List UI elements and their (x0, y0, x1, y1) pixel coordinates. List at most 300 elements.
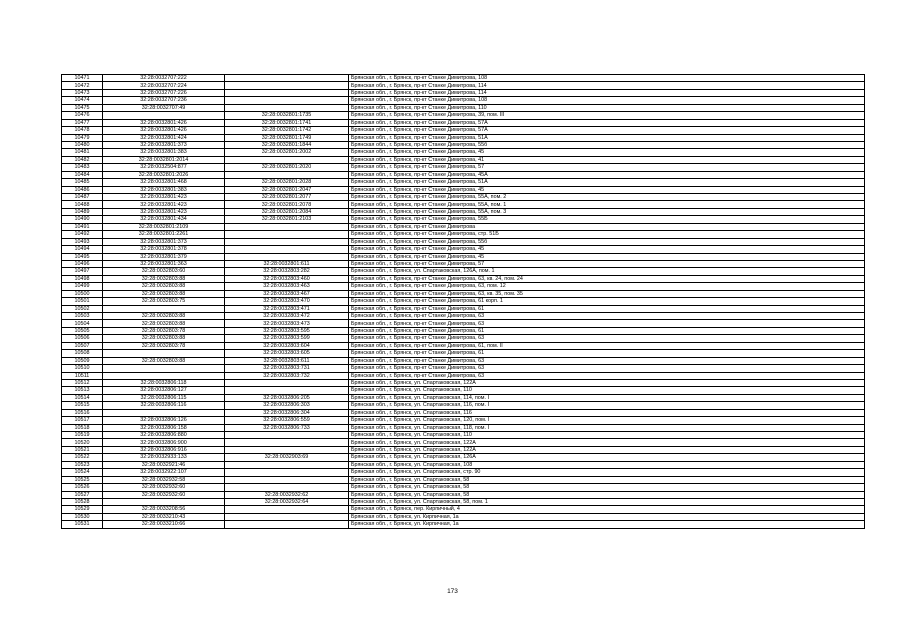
table-row (62, 275, 865, 282)
building-cadastral-cell (225, 82, 349, 89)
land-plot-cadastral-cell: 32:28:0033208:56 (103, 506, 225, 513)
cadastral-table-body (62, 75, 865, 529)
table-row (62, 357, 865, 364)
address-cell: Брянская обл., г. Брянск, ул. Спартаковская, 58 (349, 491, 865, 498)
land-plot-cadastral-cell: 32:28:0032803:88 (103, 290, 225, 297)
address-cell: Брянская обл., г. Брянск, пр-кт Станке Димитрова, 63 (349, 320, 865, 327)
land-plot-cadastral-cell: 32:28:0032806:900 (103, 439, 225, 446)
building-cadastral-cell: 32:28:0032806:559 (225, 417, 349, 424)
land-plot-cadastral-cell (103, 112, 225, 119)
address-cell: Брянская обл., г. Брянск, пр-кт Станке Димитрова, 63 (349, 372, 865, 379)
page-number: 173 (447, 588, 458, 595)
table-row (62, 387, 865, 394)
address-cell: Брянская обл., г. Брянск, пер. Кирпичный, 4 (349, 506, 865, 513)
land-plot-cadastral-cell: 32:28:0032801:434 (103, 216, 225, 223)
building-cadastral-cell: 32:28:0032801:2078 (225, 201, 349, 208)
row-number-cell: 10500 (62, 290, 103, 297)
table-row (62, 223, 865, 230)
address-cell: Брянская обл., г. Брянск, пр-кт Станке Димитрова, 61 (349, 305, 865, 312)
address-cell: Брянская обл., г. Брянск, пр-кт Станке Димитрова, 45 (349, 149, 865, 156)
table-row (62, 484, 865, 491)
row-number-cell: 10510 (62, 365, 103, 372)
address-cell: Брянская обл., г. Брянск, пр-кт Станке Димитрова, 55Б (349, 216, 865, 223)
building-cadastral-cell (225, 439, 349, 446)
table-row (62, 253, 865, 260)
table-row (62, 409, 865, 416)
row-number-cell: 10513 (62, 387, 103, 394)
address-cell: Брянская обл., г. Брянск, пр-кт Станке Димитрова, 114 (349, 82, 865, 89)
address-cell: Брянская обл., г. Брянск, ул. Кирпичная, 1а (349, 521, 865, 528)
row-number-cell: 10515 (62, 402, 103, 409)
table-row (62, 305, 865, 312)
land-plot-cadastral-cell: 32:28:0032801:426 (103, 119, 225, 126)
row-number-cell: 10531 (62, 521, 103, 528)
row-number-cell: 10471 (62, 75, 103, 82)
building-cadastral-cell (225, 506, 349, 513)
land-plot-cadastral-cell: 32:28:0032806:118 (103, 379, 225, 386)
address-cell: Брянская обл., г. Брянск, ул. Спартаковская, 126А, пом. 1 (349, 268, 865, 275)
address-cell: Брянская обл., г. Брянск, пр-кт Станке Димитрова, 61, пом. II (349, 342, 865, 349)
land-plot-cadastral-cell: 32:28:0032933:133 (103, 454, 225, 461)
land-plot-cadastral-cell: 32:28:0032801:468 (103, 179, 225, 186)
land-plot-cadastral-cell: 32:28:0032922:107 (103, 469, 225, 476)
address-cell: Брянская обл., г. Брянск, пр-кт Станке Димитрова, 63 (349, 357, 865, 364)
address-cell: Брянская обл., г. Брянск, пр-кт Станке Димитрова, 45 (349, 246, 865, 253)
land-plot-cadastral-cell (103, 305, 225, 312)
land-plot-cadastral-cell: 32:28:0032806:158 (103, 424, 225, 431)
address-cell: Брянская обл., г. Брянск, ул. Спартаковская, 122А (349, 379, 865, 386)
building-cadastral-cell: 32:28:0032932:64 (225, 498, 349, 505)
row-number-cell: 10490 (62, 216, 103, 223)
table-row (62, 342, 865, 349)
land-plot-cadastral-cell: 32:28:0032801:373 (103, 238, 225, 245)
row-number-cell: 10514 (62, 394, 103, 401)
address-cell: Брянская обл., г. Брянск, ул. Спартаковская, 122А (349, 439, 865, 446)
building-cadastral-cell: 32:28:0032932:62 (225, 491, 349, 498)
land-plot-cadastral-cell: 32:28:0032504:877 (103, 164, 225, 171)
building-cadastral-cell (225, 446, 349, 453)
row-number-cell: 10529 (62, 506, 103, 513)
building-cadastral-cell (225, 156, 349, 163)
address-cell: Брянская обл., г. Брянск, ул. Спартаковская, 58 (349, 476, 865, 483)
land-plot-cadastral-cell: 32:28:0032707:49 (103, 104, 225, 111)
row-number-cell: 10524 (62, 469, 103, 476)
building-cadastral-cell: 32:28:0032803:595 (225, 327, 349, 334)
land-plot-cadastral-cell: 32:28:0033210:66 (103, 521, 225, 528)
table-row (62, 127, 865, 134)
address-cell: Брянская обл., г. Брянск, пр-кт Станке Димитрова, 114 (349, 89, 865, 96)
building-cadastral-cell (225, 238, 349, 245)
row-number-cell: 10519 (62, 432, 103, 439)
building-cadastral-cell (225, 476, 349, 483)
address-cell: Брянская обл., г. Брянск, ул. Спартаковская, 58 (349, 484, 865, 491)
table-row (62, 350, 865, 357)
address-cell: Брянская обл., г. Брянск, пр-кт Станке Димитрова, 57А (349, 127, 865, 134)
row-number-cell: 10509 (62, 357, 103, 364)
building-cadastral-cell: 32:28:0032801:1741 (225, 119, 349, 126)
table-row (62, 112, 865, 119)
building-cadastral-cell (225, 171, 349, 178)
land-plot-cadastral-cell: 32:28:0032803:60 (103, 268, 225, 275)
building-cadastral-cell: 32:28:0032801:2020 (225, 164, 349, 171)
row-number-cell: 10478 (62, 127, 103, 134)
table-row (62, 246, 865, 253)
table-row (62, 424, 865, 431)
table-row (62, 298, 865, 305)
table-row (62, 260, 865, 267)
building-cadastral-cell: 32:28:0032801:1749 (225, 134, 349, 141)
address-cell: Брянская обл., г. Брянск, пр-кт Станке Димитрова, 55б (349, 141, 865, 148)
table-row (62, 327, 865, 334)
building-cadastral-cell: 32:28:0032801:2002 (225, 149, 349, 156)
land-plot-cadastral-cell: 32:28:0032801:426 (103, 127, 225, 134)
row-number-cell: 10484 (62, 171, 103, 178)
row-number-cell: 10477 (62, 119, 103, 126)
land-plot-cadastral-cell (103, 498, 225, 505)
building-cadastral-cell (225, 461, 349, 468)
table-row (62, 149, 865, 156)
row-number-cell: 10474 (62, 97, 103, 104)
building-cadastral-cell (225, 231, 349, 238)
table-row (62, 156, 865, 163)
row-number-cell: 10494 (62, 246, 103, 253)
row-number-cell: 10488 (62, 201, 103, 208)
building-cadastral-cell: 32:28:0032903:69 (225, 454, 349, 461)
row-number-cell: 10489 (62, 208, 103, 215)
building-cadastral-cell: 32:28:0032803:471 (225, 305, 349, 312)
address-cell: Брянская обл., г. Брянск, пр-кт Станке Димитрова, 55А, пом. 1 (349, 201, 865, 208)
address-cell: Брянская обл., г. Брянск, пр-кт Станке Димитрова, 63 (349, 335, 865, 342)
building-cadastral-cell: 32:28:0032803:463 (225, 283, 349, 290)
table-row (62, 268, 865, 275)
land-plot-cadastral-cell (103, 409, 225, 416)
table-row (62, 476, 865, 483)
table-row (62, 417, 865, 424)
land-plot-cadastral-cell: 32:28:0032921:46 (103, 461, 225, 468)
address-cell: Брянская обл., г. Брянск, ул. Спартаковская, 116 (349, 409, 865, 416)
row-number-cell: 10496 (62, 260, 103, 267)
row-number-cell: 10506 (62, 335, 103, 342)
table-row (62, 402, 865, 409)
building-cadastral-cell: 32:28:0032801:2028 (225, 179, 349, 186)
land-plot-cadastral-cell: 32:28:0032801:423 (103, 201, 225, 208)
land-plot-cadastral-cell: 32:28:0032707:236 (103, 97, 225, 104)
row-number-cell: 10505 (62, 327, 103, 334)
address-cell: Брянская обл., г. Брянск, пр-кт Станке Димитрова, стр. 51Б (349, 231, 865, 238)
cadastral-table (61, 74, 865, 529)
building-cadastral-cell: 32:28:0032806:205 (225, 394, 349, 401)
row-number-cell: 10497 (62, 268, 103, 275)
land-plot-cadastral-cell: 32:28:0032801:379 (103, 253, 225, 260)
land-plot-cadastral-cell (103, 372, 225, 379)
address-cell: Брянская обл., г. Брянск, ул. Кирпичная, 1а (349, 513, 865, 520)
building-cadastral-cell (225, 521, 349, 528)
address-cell: Брянская обл., г. Брянск, ул. Спартаковская, 110 (349, 387, 865, 394)
land-plot-cadastral-cell: 32:28:0032803:88 (103, 320, 225, 327)
building-cadastral-cell (225, 75, 349, 82)
row-number-cell: 10472 (62, 82, 103, 89)
building-cadastral-cell (225, 97, 349, 104)
row-number-cell: 10525 (62, 476, 103, 483)
land-plot-cadastral-cell: 32:28:0032801:2014 (103, 156, 225, 163)
land-plot-cadastral-cell: 32:28:0032803:78 (103, 327, 225, 334)
row-number-cell: 10480 (62, 141, 103, 148)
table-row (62, 461, 865, 468)
address-cell: Брянская обл., г. Брянск, ул. Спартаковская, 114, пом. I (349, 394, 865, 401)
building-cadastral-cell: 32:28:0032801:1735 (225, 112, 349, 119)
table-row (62, 104, 865, 111)
row-number-cell: 10473 (62, 89, 103, 96)
table-row (62, 432, 865, 439)
building-cadastral-cell: 32:28:0032806:303 (225, 402, 349, 409)
building-cadastral-cell: 32:28:0032803:473 (225, 320, 349, 327)
table-row (62, 231, 865, 238)
land-plot-cadastral-cell: 32:28:0032801:383 (103, 186, 225, 193)
table-row (62, 491, 865, 498)
row-number-cell: 10526 (62, 484, 103, 491)
row-number-cell: 10523 (62, 461, 103, 468)
land-plot-cadastral-cell: 32:28:0032801:2261 (103, 231, 225, 238)
row-number-cell: 10476 (62, 112, 103, 119)
building-cadastral-cell (225, 469, 349, 476)
row-number-cell: 10508 (62, 350, 103, 357)
row-number-cell: 10522 (62, 454, 103, 461)
table-row (62, 119, 865, 126)
row-number-cell: 10507 (62, 342, 103, 349)
land-plot-cadastral-cell: 32:28:0032707:226 (103, 89, 225, 96)
address-cell: Брянская обл., г. Брянск, пр-кт Станке Димитрова, 108 (349, 97, 865, 104)
table-row (62, 82, 865, 89)
table-row (62, 513, 865, 520)
land-plot-cadastral-cell: 32:28:0032806:115 (103, 394, 225, 401)
address-cell: Брянская обл., г. Брянск, пр-кт Станке Димитрова, 51А (349, 134, 865, 141)
table-row (62, 194, 865, 201)
building-cadastral-cell: 32:28:0032803:282 (225, 268, 349, 275)
address-cell: Брянская обл., г. Брянск, пр-кт Станке Димитрова, 45 (349, 186, 865, 193)
address-cell: Брянская обл., г. Брянск, ул. Спартаковская, 118, пом. I (349, 424, 865, 431)
table-row (62, 134, 865, 141)
building-cadastral-cell (225, 104, 349, 111)
building-cadastral-cell (225, 387, 349, 394)
table-row (62, 365, 865, 372)
building-cadastral-cell: 32:28:0032803:605 (225, 350, 349, 357)
table-row (62, 379, 865, 386)
table-row (62, 171, 865, 178)
address-cell: Брянская обл., г. Брянск, пр-кт Станке Димитрова, 55б (349, 238, 865, 245)
row-number-cell: 10517 (62, 417, 103, 424)
table-row (62, 97, 865, 104)
land-plot-cadastral-cell (103, 350, 225, 357)
land-plot-cadastral-cell: 32:28:0032803:88 (103, 313, 225, 320)
building-cadastral-cell (225, 253, 349, 260)
building-cadastral-cell: 32:28:0032801:1844 (225, 141, 349, 148)
address-cell: Брянская обл., г. Брянск, пр-кт Станке Димитрова, 63 (349, 365, 865, 372)
land-plot-cadastral-cell: 32:28:0032806:916 (103, 446, 225, 453)
land-plot-cadastral-cell: 32:28:0032932:58 (103, 476, 225, 483)
table-row (62, 201, 865, 208)
land-plot-cadastral-cell: 32:28:0032803:88 (103, 275, 225, 282)
table-row (62, 439, 865, 446)
building-cadastral-cell: 32:28:0032803:472 (225, 313, 349, 320)
building-cadastral-cell (225, 513, 349, 520)
row-number-cell: 10493 (62, 238, 103, 245)
row-number-cell: 10502 (62, 305, 103, 312)
land-plot-cadastral-cell: 32:28:0032801:378 (103, 246, 225, 253)
row-number-cell: 10520 (62, 439, 103, 446)
table-row (62, 335, 865, 342)
address-cell: Брянская обл., г. Брянск, пр-кт Станке Димитрова, 61 (349, 327, 865, 334)
address-cell: Брянская обл., г. Брянск, пр-кт Станке Димитрова, 108 (349, 75, 865, 82)
address-cell: Брянская обл., г. Брянск, пр-кт Станке Димитрова, 39, пом. III (349, 112, 865, 119)
row-number-cell: 10518 (62, 424, 103, 431)
table-row (62, 216, 865, 223)
building-cadastral-cell: 32:28:0032801:2084 (225, 208, 349, 215)
table-row (62, 141, 865, 148)
row-number-cell: 10498 (62, 275, 103, 282)
table-row (62, 521, 865, 528)
row-number-cell: 10503 (62, 313, 103, 320)
table-row (62, 75, 865, 82)
address-cell: Брянская обл., г. Брянск, пр-кт Станке Димитрова, 57А (349, 119, 865, 126)
row-number-cell: 10499 (62, 283, 103, 290)
building-cadastral-cell (225, 223, 349, 230)
land-plot-cadastral-cell: 32:28:0032806:126 (103, 417, 225, 424)
table-row (62, 179, 865, 186)
row-number-cell: 10504 (62, 320, 103, 327)
land-plot-cadastral-cell: 32:28:0032801:423 (103, 194, 225, 201)
address-cell: Брянская обл., г. Брянск, ул. Спартаковская, 108 (349, 461, 865, 468)
address-cell: Брянская обл., г. Брянск, ул. Спартаковская, 120, пом. I (349, 417, 865, 424)
land-plot-cadastral-cell: 32:28:0032932:60 (103, 484, 225, 491)
address-cell: Брянская обл., г. Брянск, пр-кт Станке Димитрова, 61 (349, 350, 865, 357)
building-cadastral-cell: 32:28:0032801:1742 (225, 127, 349, 134)
land-plot-cadastral-cell: 32:28:0032801:2109 (103, 223, 225, 230)
address-cell: Брянская обл., г. Брянск, пр-кт Станке Димитрова (349, 223, 865, 230)
table-row (62, 454, 865, 461)
building-cadastral-cell: 32:28:0032803:731 (225, 365, 349, 372)
row-number-cell: 10495 (62, 253, 103, 260)
land-plot-cadastral-cell: 32:28:0032803:88 (103, 357, 225, 364)
building-cadastral-cell (225, 246, 349, 253)
row-number-cell: 10485 (62, 179, 103, 186)
address-cell: Брянская обл., г. Брянск, ул. Спартаковская, 122А (349, 446, 865, 453)
row-number-cell: 10492 (62, 231, 103, 238)
table-row (62, 506, 865, 513)
row-number-cell: 10516 (62, 409, 103, 416)
building-cadastral-cell: 32:28:0032806:304 (225, 409, 349, 416)
building-cadastral-cell: 32:28:0032803:467 (225, 290, 349, 297)
address-cell: Брянская обл., г. Брянск, ул. Спартаковская, стр. 90 (349, 469, 865, 476)
address-cell: Брянская обл., г. Брянск, пр-кт Станке Димитрова, 45 (349, 253, 865, 260)
land-plot-cadastral-cell: 32:28:0032801:2026 (103, 171, 225, 178)
address-cell: Брянская обл., г. Брянск, пр-кт Станке Димитрова, 55А, пом. 2 (349, 194, 865, 201)
row-number-cell: 10501 (62, 298, 103, 305)
table-row (62, 164, 865, 171)
address-cell: Брянская обл., г. Брянск, ул. Спартаковская, 126А (349, 454, 865, 461)
land-plot-cadastral-cell: 32:28:0032707:222 (103, 75, 225, 82)
address-cell: Брянская обл., г. Брянск, пр-кт Станке Димитрова, 61 корп. 1 (349, 298, 865, 305)
row-number-cell: 10528 (62, 498, 103, 505)
building-cadastral-cell: 32:28:0032803:599 (225, 335, 349, 342)
building-cadastral-cell: 32:28:0032801:611 (225, 260, 349, 267)
land-plot-cadastral-cell: 32:28:0032932:60 (103, 491, 225, 498)
address-cell: Брянская обл., г. Брянск, ул. Спартаковская, 58, пом. 1 (349, 498, 865, 505)
table-row (62, 283, 865, 290)
building-cadastral-cell (225, 432, 349, 439)
building-cadastral-cell: 32:28:0032801:2047 (225, 186, 349, 193)
address-cell: Брянская обл., г. Брянск, пр-кт Станке Димитрова, 57 (349, 164, 865, 171)
land-plot-cadastral-cell: 32:28:0032803:75 (103, 298, 225, 305)
table-row (62, 469, 865, 476)
land-plot-cadastral-cell: 32:28:0032801:423 (103, 208, 225, 215)
land-plot-cadastral-cell: 32:28:0032806:880 (103, 432, 225, 439)
land-plot-cadastral-cell: 32:28:0033210:43 (103, 513, 225, 520)
land-plot-cadastral-cell: 32:28:0032801:424 (103, 134, 225, 141)
address-cell: Брянская обл., г. Брянск, пр-кт Станке Димитрова, 63 (349, 313, 865, 320)
table-row (62, 394, 865, 401)
land-plot-cadastral-cell: 32:28:0032707:224 (103, 82, 225, 89)
land-plot-cadastral-cell: 32:28:0032803:88 (103, 335, 225, 342)
address-cell: Брянская обл., г. Брянск, пр-кт Станке Димитрова, 51А (349, 179, 865, 186)
table-row (62, 320, 865, 327)
building-cadastral-cell: 32:28:0032801:2103 (225, 216, 349, 223)
building-cadastral-cell: 32:28:0032803:732 (225, 372, 349, 379)
land-plot-cadastral-cell: 32:28:0032801:373 (103, 141, 225, 148)
building-cadastral-cell: 32:28:0032803:470 (225, 298, 349, 305)
address-cell: Брянская обл., г. Брянск, пр-кт Станке Димитрова, 55А, пом. 3 (349, 208, 865, 215)
building-cadastral-cell (225, 379, 349, 386)
address-cell: Брянская обл., г. Брянск, ул. Спартаковская, 110 (349, 432, 865, 439)
address-cell: Брянская обл., г. Брянск, пр-кт Станке Димитрова, 57 (349, 260, 865, 267)
row-number-cell: 10527 (62, 491, 103, 498)
building-cadastral-cell: 32:28:0032806:733 (225, 424, 349, 431)
building-cadastral-cell: 32:28:0032801:2077 (225, 194, 349, 201)
building-cadastral-cell (225, 484, 349, 491)
land-plot-cadastral-cell: 32:28:0032806:116 (103, 402, 225, 409)
land-plot-cadastral-cell: 32:28:0032801:363 (103, 260, 225, 267)
building-cadastral-cell: 32:28:0032803:604 (225, 342, 349, 349)
row-number-cell: 10530 (62, 513, 103, 520)
row-number-cell: 10521 (62, 446, 103, 453)
table-row (62, 290, 865, 297)
row-number-cell: 10475 (62, 104, 103, 111)
row-number-cell: 10481 (62, 149, 103, 156)
land-plot-cadastral-cell: 32:28:0032801:383 (103, 149, 225, 156)
row-number-cell: 10487 (62, 194, 103, 201)
table-row (62, 238, 865, 245)
building-cadastral-cell (225, 89, 349, 96)
table-row (62, 186, 865, 193)
address-cell: Брянская обл., г. Брянск, пр-кт Станке Димитрова, 63, пом. 12 (349, 283, 865, 290)
building-cadastral-cell: 32:28:0032803:611 (225, 357, 349, 364)
address-cell: Брянская обл., г. Брянск, пр-кт Станке Димитрова, 41 (349, 156, 865, 163)
row-number-cell: 10486 (62, 186, 103, 193)
address-cell: Брянская обл., г. Брянск, ул. Спартаковская, 116, пом. I (349, 402, 865, 409)
row-number-cell: 10512 (62, 379, 103, 386)
address-cell: Брянская обл., г. Брянск, пр-кт Станке Димитрова, 63, кв. 35, пом. 35 (349, 290, 865, 297)
address-cell: Брянская обл., г. Брянск, пр-кт Станке Димитрова, 110 (349, 104, 865, 111)
table-row (62, 498, 865, 505)
row-number-cell: 10511 (62, 372, 103, 379)
table-row (62, 208, 865, 215)
row-number-cell: 10479 (62, 134, 103, 141)
address-cell: Брянская обл., г. Брянск, пр-кт Станке Димитрова, 63, кв. 24, пом. 24 (349, 275, 865, 282)
land-plot-cadastral-cell: 32:28:0032803:88 (103, 283, 225, 290)
row-number-cell: 10491 (62, 223, 103, 230)
table-row (62, 446, 865, 453)
land-plot-cadastral-cell: 32:28:0032803:78 (103, 342, 225, 349)
row-number-cell: 10483 (62, 164, 103, 171)
